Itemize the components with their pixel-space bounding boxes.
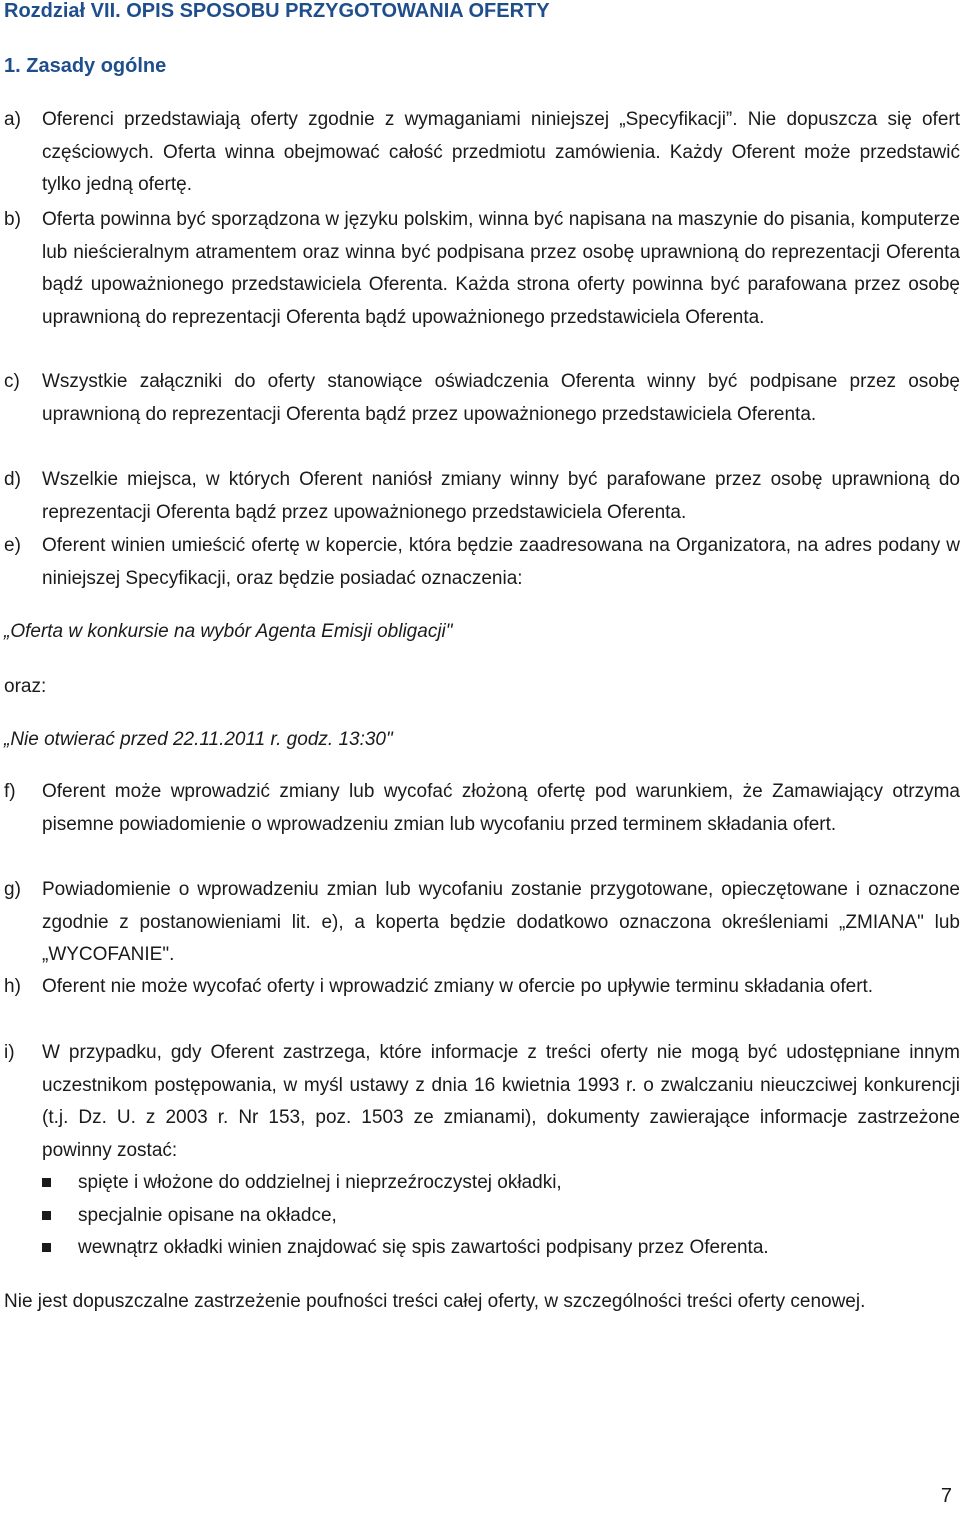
list-item-d — [0, 464, 960, 529]
bullet-text: specjalnie opisane na okładce, — [78, 1204, 337, 1226]
list-item-i — [0, 1037, 960, 1167]
list-item-a — [0, 104, 960, 202]
bullet-item — [42, 1200, 952, 1233]
list-item-h — [0, 971, 960, 1004]
bullet-item — [42, 1232, 952, 1265]
bullet-item — [42, 1167, 952, 1200]
list-marker: d) — [4, 469, 21, 490]
list-marker: a) — [4, 109, 21, 130]
list-marker: i) — [4, 1042, 15, 1063]
list-item-f — [0, 776, 960, 841]
list-marker: b) — [4, 209, 21, 230]
list-item-g — [0, 874, 960, 972]
list-item-text: Oferta powinna być sporządzona w języku polskim, winna być napisana na maszynie do pisania, komputerze lub nieścieralnym atramentem oraz winna być podpisana przez osobę uprawnioną do reprezentacji Oferenta bądź upoważnionego przedstawiciela Oferenta. Każda strona oferty powinna być parafowana przez osobę uprawnioną do reprezentacji Oferenta bądź upoważnionego przedstawiciela Oferenta. — [42, 209, 960, 328]
list-item-text: Oferent może wprowadzić zmiany lub wycofać złożoną ofertę pod warunkiem, że Zamawiający otrzyma pisemne powiadomienie o wprowadzeniu zmian lub wycofaniu przed terminem składania ofert. — [42, 781, 960, 835]
chapter-title: Rozdział VII. OPIS SPOSOBU PRZYGOTOWANIA OFERTY — [4, 0, 550, 22]
list-item-text: Wszystkie załączniki do oferty stanowiące oświadczenia Oferenta winny być podpisane przez osobę uprawnioną do reprezentacji Oferenta bądź przez upoważnionego przedstawiciela Oferenta. — [42, 371, 960, 425]
bullet-text: spięte i włożone do oddzielnej i nieprzeźroczystej okładki, — [78, 1172, 562, 1193]
list-item-text: Oferent nie może wycofać oferty i wprowadzić zmiany w ofercie po upływie terminu składania ofert. — [42, 976, 874, 997]
list-marker: c) — [4, 371, 20, 392]
list-item-c — [0, 366, 960, 431]
list-marker: h) — [4, 976, 21, 997]
list-marker: e) — [4, 535, 21, 556]
list-item-text: W przypadku, gdy Oferent zastrzega, które informacje z treści oferty nie mogą być udostępniane innym uczestnikom postępowania, w myśl ustawy z dnia 16 kwietnia 1993 r. o zwalczaniu nieuczciwej konkurencji (t.j. Dz. U. z 2003 r. Nr 153, poz. 1503 ze zmianami), dokumenty zawierające informacje zastrzeżone powinny zostać: — [42, 1042, 960, 1161]
bullet-text: wewnątrz okładki winien znajdować się spis zawartości podpisany przez Oferenta. — [78, 1237, 769, 1258]
page-number: 7 — [940, 1485, 952, 1507]
closing-paragraph: Nie jest dopuszczalne zastrzeżenie poufności treści całej oferty, w szczególności treści oferty cenowej. — [4, 1291, 866, 1312]
square-bullet-icon — [42, 1243, 51, 1252]
bullet-list — [42, 1167, 952, 1265]
envelope-label-offer: „Oferta w konkursie na wybór Agenta Emisji obligacji" — [4, 621, 453, 642]
list-item-b — [0, 204, 960, 334]
list-item-text: Oferent winien umieścić ofertę w kopercie, która będzie zaadresowana na Organizatora, na adres podany w niniejszej Specyfikacji, oraz będzie posiadać oznaczenia: — [42, 535, 960, 589]
section-title: 1. Zasady ogólne — [4, 55, 167, 77]
list-marker: g) — [4, 879, 21, 900]
list-item-text: Powiadomienie o wprowadzeniu zmian lub wycofaniu zostanie przygotowane, opieczętowane i oznaczone zgodnie z postanowieniami lit. e), a koperta będzie dodatkowo oznaczona określeniami „ZMIANA" lub „WYCOFANIE". — [42, 879, 960, 965]
square-bullet-icon — [42, 1178, 51, 1187]
list-item-text: Wszelkie miejsca, w których Oferent naniósł zmiany winny być parafowane przez osobę uprawnioną do reprezentacji Oferenta bądź przez upoważnionego przedstawiciela Oferenta. — [42, 469, 960, 523]
list-item-text: Oferenci przedstawiają oferty zgodnie z wymaganiami niniejszej „Specyfikacji”. Nie dopuszcza się ofert częściowych. Oferta winna obejmować całość przedmiotu zamówienia. Każdy Oferent może przedstawić tylko jedną ofertę. — [42, 109, 960, 195]
list-item-e — [0, 530, 960, 595]
list-marker: f) — [4, 781, 16, 802]
oraz-label: oraz: — [4, 676, 47, 697]
envelope-label-do-not-open: „Nie otwierać przed 22.11.2011 r. godz. 13:30" — [4, 729, 393, 750]
square-bullet-icon — [42, 1211, 51, 1220]
